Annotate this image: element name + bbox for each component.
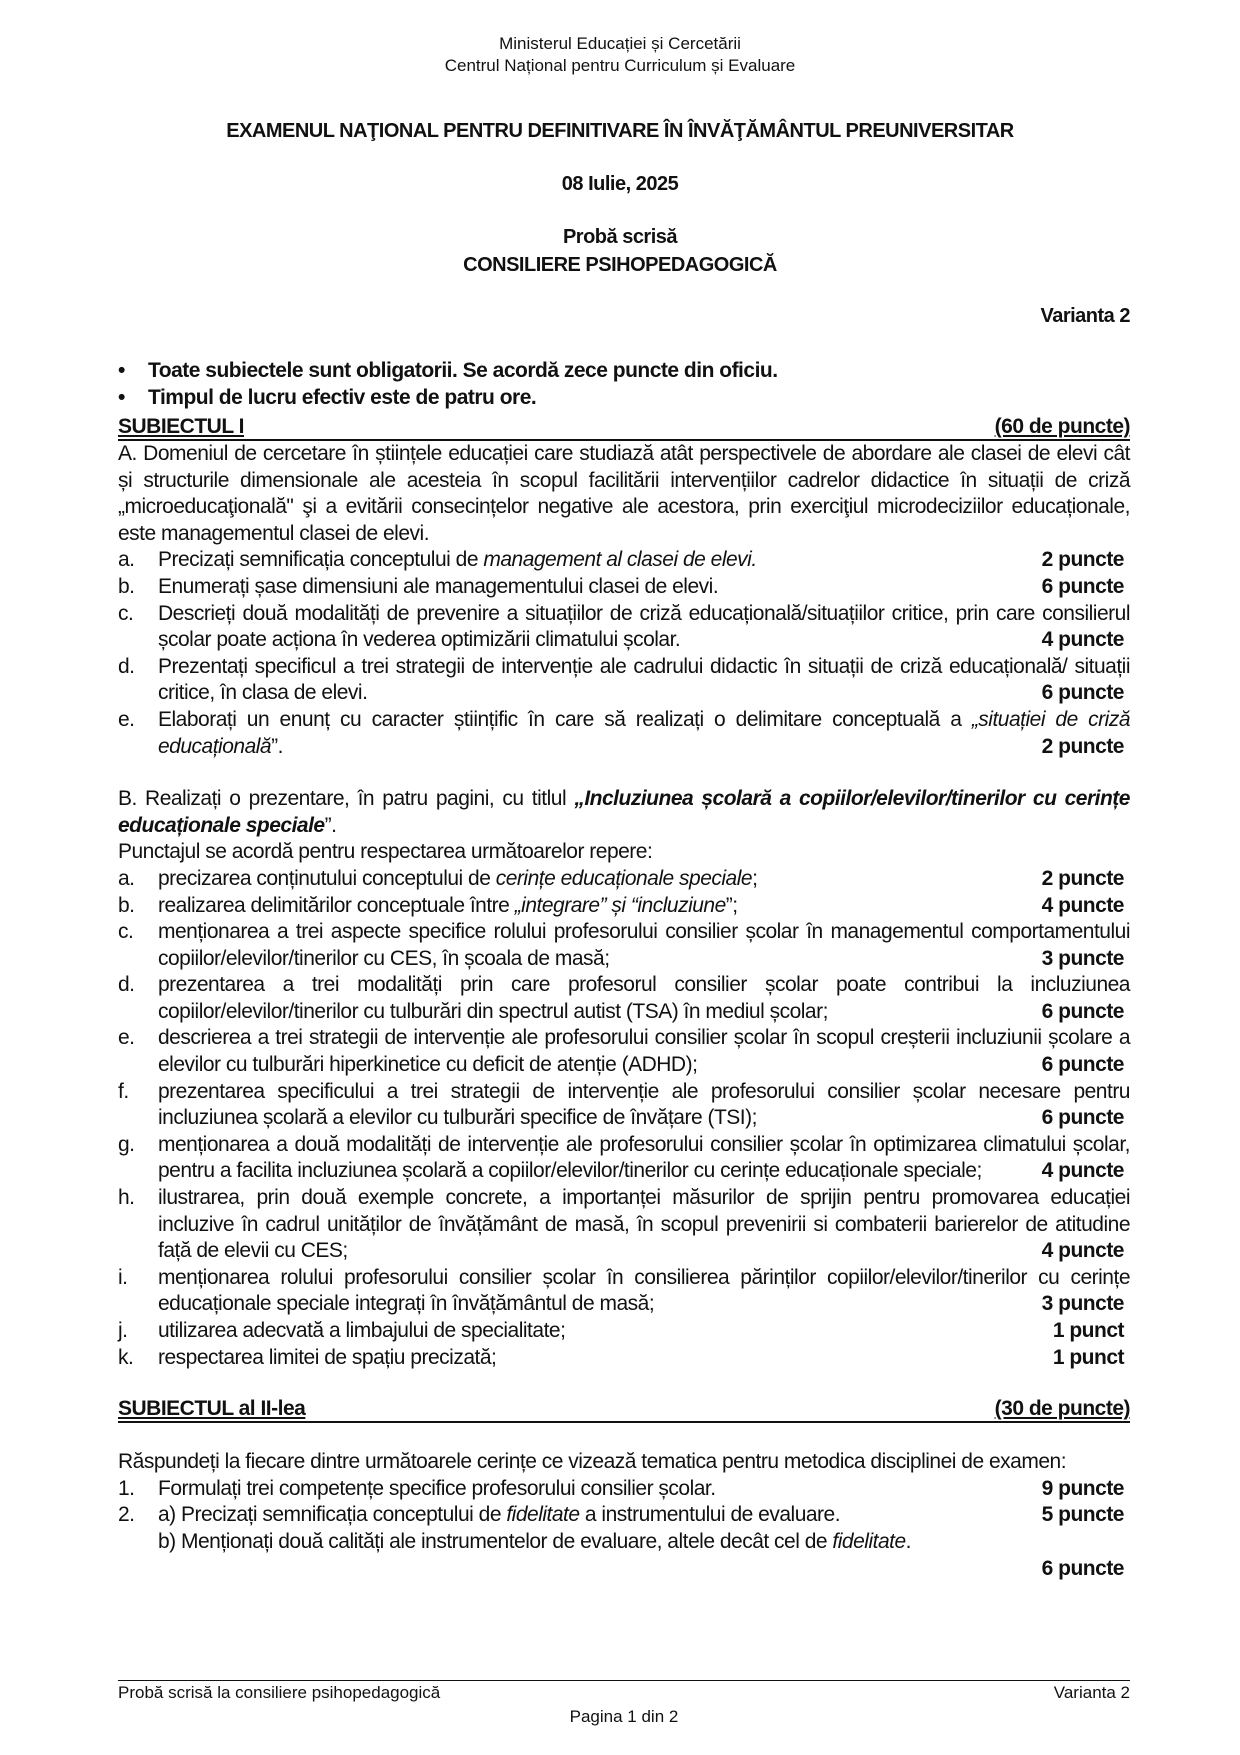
item-points: 4 puncte (1034, 1158, 1124, 1185)
subject-2-heading (118, 1397, 1130, 1423)
exam-date: 08 Iulie, 2025 (561, 173, 679, 195)
item-points: 3 puncte (1034, 946, 1124, 973)
item-text: ilustrarea, prin două exemple concrete, a importanței măsurilor de sprijin pentru promovarea educației incluzive în cadrul unităților de învățământ de masă, în scopul prevenirii si combaterii barierelor de atitudine față de elevii cu CES; (158, 1186, 1130, 1263)
subject-2-intro: Răspundeți la fiecare dintre următoarele cerințe ce vizează tematica pentru metodica disciplinei de examen: (118, 1450, 1067, 1474)
subject-1-heading (118, 415, 1130, 441)
item-label: 2. (118, 1503, 135, 1527)
rules-list (118, 358, 1130, 411)
item-points: 2 puncte (1034, 866, 1124, 893)
subject-1-title: SUBIECTUL I (118, 415, 244, 438)
item-label: c. (118, 601, 134, 625)
list-item (118, 972, 1130, 1025)
question-2b-points: 6 puncte (1041, 1556, 1124, 1580)
list-item (118, 547, 1130, 574)
part-b-tail: ”. (324, 813, 337, 837)
part-b-score-note: Punctajul se acordă pentru respectarea următoarelor repere: (118, 840, 653, 864)
item-points: 3 puncte (1034, 1291, 1124, 1318)
list-item (118, 1185, 1130, 1265)
item-label: k. (118, 1345, 134, 1369)
subject-2-title: SUBIECTUL al II-lea (118, 1397, 306, 1421)
item-text: Prezentați specificul a trei strategii de intervenție ale cadrului didactic în situații de criză educațională/ situații critice, în clasa de elevi. (158, 654, 1130, 705)
item-label: b. (118, 574, 135, 598)
list-item (118, 1079, 1130, 1132)
part-b-title: „Incluziunea școlară a copiilor/elevilor/tinerilor cu cerințe educaționale speciale (118, 787, 1130, 837)
part-a-intro: A. Domeniul de cercetare în științele educației care studiază atât perspectivele de abordare ale clasei de elevi cât și structurile dimensionale ale acesteia în scopul facilitării intervențiilor cadrelor didactice în situații de criză „microeducaţională" şi a evitării consecințelor negative ale acestora, prin exerciţiul microdeciziilor educaționale, este managementul clasei de elevi. (118, 442, 1130, 545)
item-points: 6 puncte (1034, 574, 1124, 601)
item-tail: ”; (725, 893, 738, 917)
question-1 (118, 1476, 1130, 1503)
item-points: 4 puncte (1034, 627, 1124, 654)
item-label: a. (118, 866, 135, 890)
item-points: 6 puncte (1034, 1105, 1124, 1132)
list-item (118, 707, 1130, 760)
item-italic: „integrare” și “incluziune (514, 893, 726, 917)
item-points: 1 punct (1045, 1318, 1124, 1345)
item-points: 4 puncte (1034, 1238, 1124, 1265)
item-label: e. (118, 1026, 135, 1050)
footer-variant: Varianta 2 (1053, 1683, 1130, 1702)
item-text: Precizați semnificația conceptului de (158, 548, 484, 572)
list-item (118, 893, 1130, 920)
item-text: prezentarea specificului a trei strategii de intervenție ale profesorului consilier școlar necesare pentru incluziunea școlară a elevilor cu tulburări specifice de învățare (TSI); (158, 1079, 1130, 1130)
item-italic: fidelitate (832, 1529, 906, 1553)
item-label: e. (118, 707, 135, 731)
item-label: a. (118, 548, 135, 572)
footer-left: Probă scrisă la consiliere psihopedagogică (118, 1683, 441, 1702)
list-item (118, 1132, 1130, 1185)
item-points: 1 punct (1045, 1345, 1124, 1372)
subject-name: CONSILIERE PSIHOPEDAGOGICĂ (463, 254, 777, 276)
part-b-intro (118, 786, 1130, 839)
variant-label: Varianta 2 (1040, 305, 1130, 327)
rule-item: • Timpul de lucru efectiv este de patru ore. (118, 385, 1130, 412)
header-ministry: Ministerul Educației și Cercetării (499, 34, 741, 53)
item-text: a) Precizați semnificația conceptului de (158, 1503, 507, 1527)
item-italic: „situației de criză educațională (158, 707, 1131, 758)
list-item (118, 654, 1130, 707)
subject-1-points: (60 de puncte) (994, 415, 1130, 438)
exam-body (118, 415, 1130, 1582)
question-2a (118, 1502, 1130, 1529)
question-2b (118, 1529, 1130, 1556)
item-label: i. (118, 1265, 128, 1289)
list-item (118, 866, 1130, 893)
part-b-intro-text: B. Realizați o prezentare, în patru pagini, cu titlul (118, 787, 575, 811)
list-item (118, 919, 1130, 972)
item-tail: ”. (271, 734, 283, 758)
item-label: b. (118, 893, 135, 917)
item-italic: fidelitate (506, 1503, 580, 1527)
item-text: menționarea rolului profesorului consilier școlar în consilierea părinților copiilor/elevilor/tinerilor cu cerințe educaționale speciale integrați în învățământul de masă; (158, 1265, 1130, 1316)
list-item (118, 1345, 1130, 1372)
item-tail: . (905, 1529, 911, 1553)
item-points: 2 puncte (1034, 547, 1124, 574)
item-text: b) Menționați două calități ale instrumentelor de evaluare, altele decât cel de (158, 1529, 833, 1553)
item-points: 9 puncte (1034, 1476, 1124, 1503)
list-item (118, 1025, 1130, 1078)
item-text: precizarea conținutului conceptului de (158, 866, 496, 890)
item-text: respectarea limitei de spațiu precizată; (158, 1345, 497, 1369)
rule-item: • Toate subiectele sunt obligatorii. Se acordă zece puncte din oficiu. (118, 358, 1130, 385)
list-item (118, 1265, 1130, 1318)
item-text: Descrieți două modalități de prevenire a situațiilor de criză educațională/situațiilor critice, prin care consilierul școlar poate acționa în vederea optimizării climatului școlar. (158, 601, 1130, 652)
list-item (118, 574, 1130, 601)
item-text: prezentarea a trei modalități prin care profesorul consilier școlar poate contribui la incluziunea copiilor/elevilor/tinerilor cu tulburări din spectrul autist (TSA) în mediul școlar; (158, 973, 1130, 1023)
item-points: 6 puncte (1034, 1052, 1124, 1079)
subject-2-points: (30 de puncte) (994, 1397, 1130, 1421)
item-text: Formulați trei competențe specifice profesorului consilier școlar. (158, 1476, 716, 1500)
item-text: Enumerați șase dimensiuni ale managementului clasei de elevi. (158, 574, 719, 598)
item-text: realizarea delimitărilor conceptuale între (158, 893, 515, 917)
item-label: 1. (118, 1476, 135, 1500)
item-points: 5 puncte (1034, 1502, 1124, 1529)
page-number: Pagina 1 din 2 (569, 1707, 679, 1726)
item-label: g. (118, 1132, 135, 1156)
proba-label: Probă scrisă (562, 226, 678, 248)
page-footer (118, 1680, 1130, 1727)
item-text: menționarea a două modalități de intervenție ale profesorului consilier școlar în optimizarea climatului școlar, pentru a facilita incluziunea școlară a copiilor/elevilor/tinerilor cu cerințe educaționale speciale; (158, 1132, 1130, 1183)
exam-title: EXAMENUL NAŢIONAL PENTRU DEFINITIVARE ÎN ÎNVĂŢĂMÂNTUL PREUNIVERSITAR (226, 120, 1014, 142)
item-text: Elaborați un enunț cu caracter științific în care să realizați o delimitare conceptuală a (158, 707, 972, 731)
header-center: Centrul Național pentru Curriculum și Evaluare (444, 56, 796, 75)
list-item (118, 1318, 1130, 1345)
item-text: menționarea a trei aspecte specifice rolului profesorului consilier școlar în managementul comportamentului copiilor/elevilor/tinerilor cu CES, în școala de masă; (158, 920, 1130, 970)
item-label: j. (118, 1319, 128, 1342)
item-label: h. (118, 1186, 135, 1210)
item-label: f. (118, 1079, 129, 1103)
item-points: 6 puncte (1034, 999, 1124, 1026)
list-item (118, 601, 1130, 654)
item-text: utilizarea adecvată a limbajului de specialitate; (158, 1319, 566, 1342)
item-tail: a instrumentului de evaluare. (579, 1503, 841, 1527)
item-label: c. (118, 920, 134, 944)
item-italic: cerințe educaționale speciale (495, 866, 753, 890)
item-text: descrierea a trei strategii de intervenție ale profesorului consilier școlar în scopul creșterii incluziunii școlare a elevilor cu tulburări hiperkinetice cu deficit de atenție (ADHD); (158, 1026, 1130, 1077)
item-points: 2 puncte (1034, 734, 1124, 761)
item-points: 6 puncte (1034, 680, 1124, 707)
item-points: 4 puncte (1034, 893, 1124, 920)
item-italic: management al clasei de elevi. (483, 548, 757, 572)
item-label: d. (118, 973, 135, 997)
item-label: d. (118, 654, 135, 678)
item-tail: ; (752, 866, 758, 890)
